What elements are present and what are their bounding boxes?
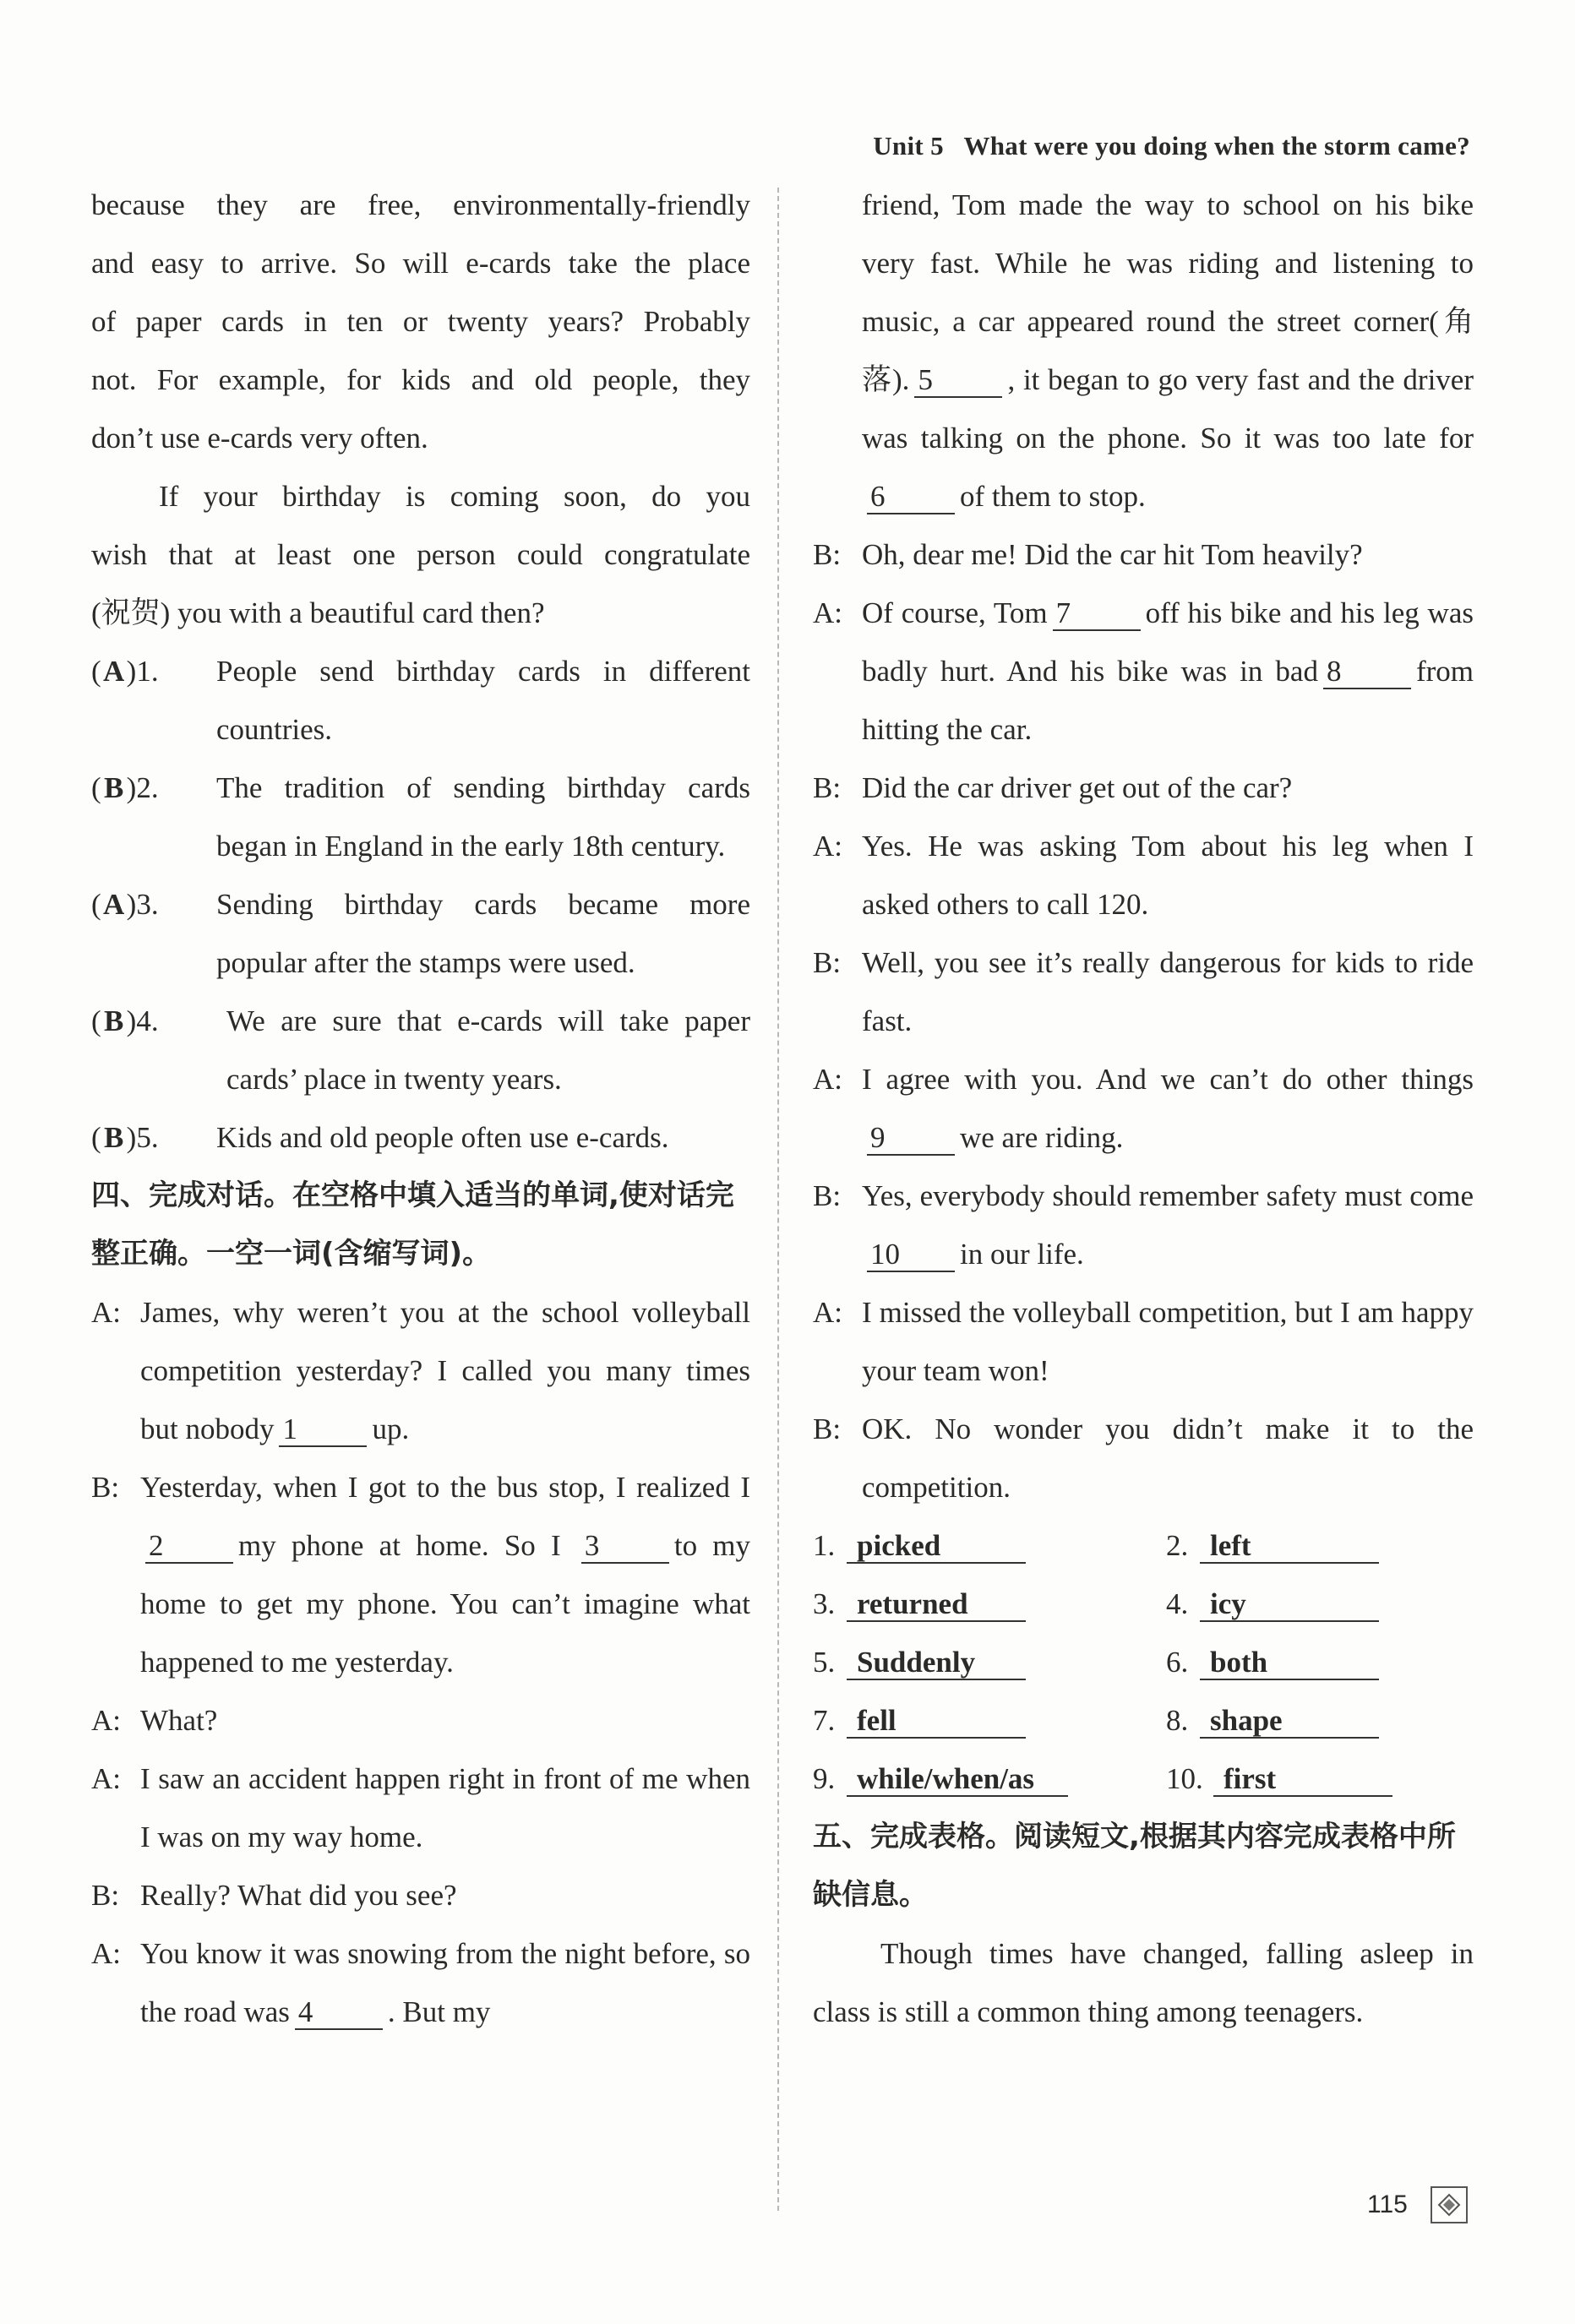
- answer-value: icy: [1200, 1588, 1379, 1622]
- dialogue-text: . But my: [387, 1995, 491, 2028]
- passage-paragraph-1: [91, 176, 750, 467]
- dialogue-text: we are riding.: [960, 1121, 1124, 1154]
- text-line: of paper cards in ten or twenty years? Probably: [91, 305, 750, 338]
- answer-value: shape: [1200, 1705, 1379, 1739]
- dialogue-text: my phone at home. So I: [238, 1529, 561, 1562]
- answer-mark: A: [103, 655, 125, 688]
- answer-value: both: [1200, 1646, 1379, 1680]
- passage-paragraph: Though times have changed, falling asleep in class is still a common thing among teenagers.: [813, 1937, 1474, 2028]
- blank-10: 10: [867, 1238, 955, 1272]
- speaker: A:: [91, 1937, 121, 1970]
- dialogue-text: Did the car driver get out of the car?: [862, 771, 1293, 804]
- speaker: B:: [813, 538, 842, 571]
- section-5-title: 五、完成表格。阅读短文,根据其内容完成表格中所缺信息。: [813, 1820, 1456, 1912]
- question-item: (A)3. Sending birthday cards became more popular after the stamps were used.: [91, 875, 750, 992]
- question-item: (A)1. People send birthday cards in different countries.: [91, 642, 750, 759]
- speaker: A:: [813, 1296, 842, 1329]
- answer-value: first: [1213, 1763, 1392, 1797]
- speaker: B:: [813, 946, 842, 979]
- dialogue-continuation: [813, 176, 1474, 525]
- answer-item: [1166, 1575, 1474, 1633]
- answer-item: [1166, 1691, 1474, 1750]
- question-text: People send birthday cards in different countries.: [216, 655, 750, 746]
- text-line: because they are free, environmentally-friendly: [91, 188, 750, 221]
- left-column: [91, 176, 750, 2041]
- question-number: 1.: [136, 655, 159, 688]
- answer-value: picked: [847, 1530, 1026, 1564]
- dialogue-line: [813, 1050, 1474, 1167]
- blank-2: 2: [145, 1530, 233, 1564]
- answer-number: 7.: [813, 1704, 836, 1737]
- section-4-title: 四、完成对话。在空格中填入适当的单词,使对话完整正确。一空一词(含缩写词)。: [91, 1178, 734, 1271]
- question-number: 5.: [136, 1121, 159, 1154]
- question-number: 4.: [136, 1004, 159, 1037]
- speaker: B:: [91, 1471, 120, 1504]
- dialogue-text: to my home to get my phone. You can’t imagine what happened to me yesterday.: [140, 1529, 750, 1679]
- dialogue-line: [813, 759, 1474, 817]
- page-number: 115: [1367, 2191, 1408, 2218]
- speaker: B:: [813, 1179, 842, 1212]
- answer-item: [813, 1516, 1166, 1575]
- answer-item: [1166, 1633, 1474, 1691]
- dialogue-line: [813, 933, 1474, 1050]
- column-divider: [777, 188, 779, 2211]
- dialogue-text: Really? What did you see?: [140, 1879, 457, 1912]
- answer-item: [813, 1633, 1166, 1691]
- dialogue-text: in our life.: [960, 1238, 1084, 1271]
- question-item: (B)2. The tradition of sending birthday cards began in England in the early 18th century.: [91, 759, 750, 875]
- answer-item: [813, 1691, 1166, 1750]
- text-line: and easy to arrive. So will e-cards take the place: [91, 247, 750, 280]
- dialogue-line: [91, 1866, 750, 1924]
- speaker: A:: [813, 1063, 842, 1096]
- dialogue-line: [813, 1167, 1474, 1283]
- answer-mark: B: [103, 771, 124, 804]
- text-line: If your birthday is coming soon, do you: [159, 480, 750, 513]
- dialogue-text: I saw an accident happen right in front of me when I was on my way home.: [140, 1762, 750, 1853]
- dialogue-line: [813, 1400, 1474, 1516]
- speaker: A:: [91, 1704, 121, 1737]
- text-line: wish that at least one person could congratulate: [91, 538, 750, 571]
- dialogue-text: off his bike and his leg was badly hurt. And his bike was in bad: [862, 596, 1474, 688]
- dialogue-line: [91, 1283, 750, 1458]
- blank-5: 5: [914, 364, 1002, 398]
- dialogue-text: Yesterday, when I got to the bus stop, I realized I: [140, 1471, 750, 1504]
- dialogue-text: Oh, dear me! Did the car hit Tom heavily?: [862, 538, 1363, 571]
- blank-3: 3: [581, 1530, 669, 1564]
- question-text: Sending birthday cards became more popular after the stamps were used.: [216, 888, 750, 979]
- speaker: B:: [813, 771, 842, 804]
- dialogue-text: I missed the volleyball competition, but I am happy your team won!: [862, 1296, 1474, 1387]
- question-number: 2.: [136, 771, 159, 804]
- answer-number: 3.: [813, 1587, 836, 1620]
- answer-mark: B: [103, 1004, 124, 1037]
- blank-8: 8: [1323, 656, 1411, 689]
- question-item: (B)4. We are sure that e-cards will take paper cards’ place in twenty years.: [91, 992, 750, 1108]
- right-column: [813, 176, 1474, 2041]
- answer-number: 5.: [813, 1646, 836, 1679]
- text-line: not. For example, for kids and old people, they: [91, 363, 750, 396]
- passage-paragraph-2: [91, 467, 750, 642]
- dialogue-line: [91, 1458, 750, 1691]
- answer-value: fell: [847, 1705, 1026, 1739]
- dialogue-text: Yes, everybody should remember safety must come: [862, 1179, 1474, 1212]
- dialogue-text: of them to stop.: [960, 480, 1146, 513]
- unit-title: What were you doing when the storm came?: [963, 131, 1470, 161]
- dialogue-text: Yes. He was asking Tom about his leg when I asked others to call 120.: [862, 830, 1474, 921]
- blank-1: 1: [279, 1413, 367, 1447]
- dialogue-text: Well, you see it’s really dangerous for kids to ride fast.: [862, 946, 1474, 1037]
- dialogue-text: friend, Tom made the way to school on his bike very fast. While he was riding and listening to music, a car appeared round the street corner(角落).: [862, 188, 1474, 396]
- blank-9: 9: [867, 1122, 955, 1156]
- answer-value: while/when/as: [847, 1763, 1068, 1797]
- dialogue-line: [813, 817, 1474, 933]
- dialogue-line: [813, 584, 1474, 759]
- answer-value: left: [1200, 1530, 1379, 1564]
- answer-number: 9.: [813, 1762, 836, 1795]
- unit-label: Unit 5: [873, 131, 944, 161]
- answer-item: [813, 1575, 1166, 1633]
- text-line: (祝贺) you with a beautiful card then?: [91, 596, 545, 629]
- dialogue-text: What?: [140, 1704, 218, 1737]
- dialogue-line: [91, 1924, 750, 2041]
- blank-4: 4: [295, 1996, 383, 2030]
- dialogue-text: OK. No wonder you didn’t make it to the competition.: [862, 1412, 1474, 1504]
- answer-key: [813, 1516, 1474, 1808]
- question-number: 3.: [136, 888, 159, 921]
- answer-item: [813, 1750, 1166, 1808]
- dialogue-line: [813, 1283, 1474, 1400]
- question-item: (B)5. Kids and old people often use e-cards.: [91, 1108, 750, 1167]
- dialogue-line: [91, 1750, 750, 1866]
- question-text: The tradition of sending birthday cards began in England in the early 18th century.: [216, 771, 750, 863]
- dialogue-text: from hitting the car.: [862, 655, 1474, 746]
- diamond-icon: [1431, 2186, 1468, 2223]
- answer-item: [1166, 1750, 1474, 1808]
- dialogue-text: , it began to go very fast and the driver was talking on the phone. So it was too late for: [862, 363, 1474, 454]
- dialogue-text: You know it was snowing from the night before, so the road was: [140, 1937, 750, 2028]
- answer-number: 1.: [813, 1529, 836, 1562]
- speaker: A:: [91, 1296, 121, 1329]
- dialogue-line: [91, 1691, 750, 1750]
- dialogue-line: [813, 525, 1474, 584]
- page-header: [803, 131, 1470, 161]
- answer-item: [1166, 1516, 1474, 1575]
- question-text: Kids and old people often use e-cards.: [216, 1121, 669, 1154]
- dialogue-text: I agree with you. And we can’t do other things: [862, 1063, 1474, 1096]
- speaker: B:: [813, 1412, 842, 1445]
- answer-mark: B: [103, 1121, 124, 1154]
- dialogue-text: up.: [372, 1412, 410, 1445]
- answer-number: 2.: [1166, 1529, 1189, 1562]
- dialogue-text: James, why weren’t you at the school volleyball competition yesterday? I called you many times but nobody: [140, 1296, 750, 1445]
- dialogue-text: Of course, Tom: [862, 596, 1048, 629]
- speaker: A:: [813, 830, 842, 863]
- answer-value: returned: [847, 1588, 1026, 1622]
- question-text: We are sure that e-cards will take paper cards’ place in twenty years.: [226, 1004, 750, 1096]
- answer-number: 6.: [1166, 1646, 1189, 1679]
- answer-number: 10.: [1166, 1762, 1203, 1795]
- speaker: A:: [91, 1762, 121, 1795]
- answer-mark: A: [103, 888, 125, 921]
- speaker: B:: [91, 1879, 120, 1912]
- answer-number: 4.: [1166, 1587, 1189, 1620]
- speaker: A:: [813, 596, 842, 629]
- answer-value: Suddenly: [847, 1646, 1026, 1680]
- blank-7: 7: [1053, 597, 1141, 631]
- text-line: don’t use e-cards very often.: [91, 422, 428, 454]
- blank-6: 6: [867, 481, 955, 514]
- answer-number: 8.: [1166, 1704, 1189, 1737]
